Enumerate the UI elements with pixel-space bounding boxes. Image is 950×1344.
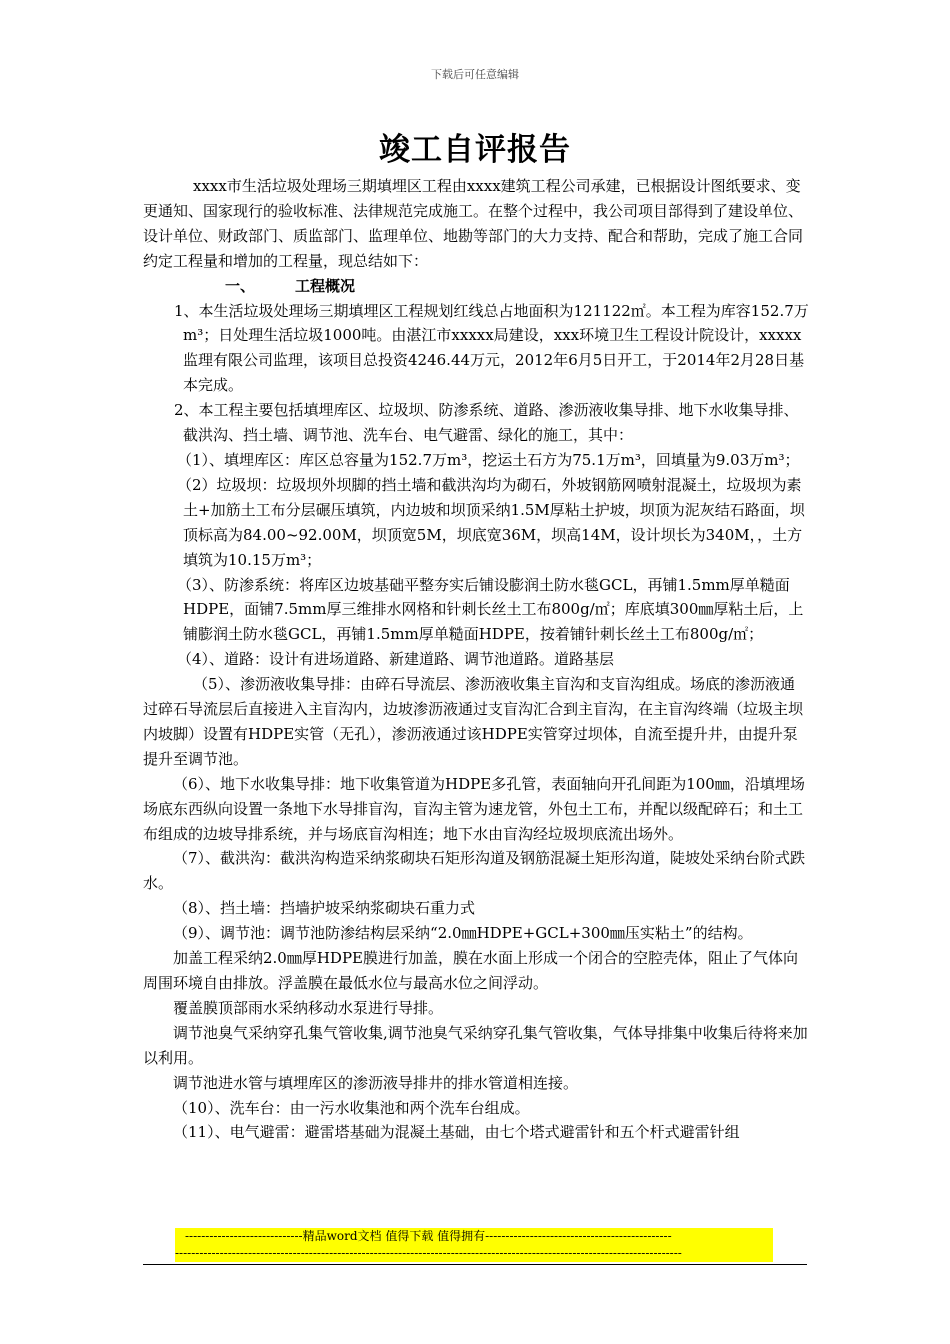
footer-line-1: -----------------------------精品word文档 值得下载 值得拥有---------------------------------------------- — [185, 1229, 672, 1243]
document-body — [143, 174, 810, 1145]
item-1: （1）、填埋库区：库区总容量为152.7万m³，挖运土石方为75.1万m³，回填量为9.03万m³； — [177, 450, 800, 469]
item-10: （10）、洗车台：由一污水收集池和两个洗车台组成。 — [173, 1098, 530, 1117]
paragraph-1: 1、本生活垃圾处理场三期填埋区工程规划红线总占地面积为121122㎡。本工程为库容152.7万m³；日处理生活垃圾1000吨。由湛江市xxxxx局建设，xxx环境卫生工程设计院设计，xxxxx监理有限公司监理，该项目总投资4246.44万元，2012年6月5日开工，于2014年2月28日基本完成。 — [174, 301, 809, 395]
item-9-gas: 调节池臭气采纳穿孔集气管收集,调节池臭气采纳穿孔集气管收集，气体导排集中收集后待将来加以利用。 — [143, 1023, 808, 1067]
item-3: （3）、防渗系统：将库区边坡基础平整夯实后铺设膨润土防水毯GCL，再铺1.5mm厚单糙面HDPE，面铺7.5mm厚三维排水网格和针刺长丝土工布800g/㎡；库底填300㎜厚粘土后，上铺膨润土防水毯GCL，再铺1.5mm厚单糙面HDPE，按着铺针刺长丝土工布800g/㎡； — [177, 575, 804, 644]
footer-line-2: ----------------------------------------------------------------------------------------------------------------------------- — [175, 1246, 682, 1260]
item-9-inlet: 调节池进水管与填埋库区的渗沥液导排井的排水管道相连接。 — [173, 1073, 579, 1092]
section-title: 工程概况 — [295, 276, 356, 295]
item-6: （6）、地下水收集导排：地下收集管道为HDPE多孔管，表面轴向开孔间距为100㎜，沿填埋场场底东西纵向设置一条地下水导排盲沟，盲沟主管为速龙管，外包土工布，并配以级配碎石；和土工布组成的边坡导排系统，并与场底盲沟相连；地下水由盲沟经垃圾坝底流出场外。 — [143, 774, 805, 843]
item-8: （8）、挡土墙：挡墙护坡采纳浆砌块石重力式 — [173, 899, 476, 918]
item-9-rain: 覆盖膜顶部雨水采纳移动水泵进行导排。 — [173, 998, 444, 1017]
intro-paragraph: xxxx市生活垃圾处理场三期填埋区工程由xxxx建筑工程公司承建，已根据设计图纸要求、变更通知、国家现行的验收标准、法律规范完成施工。在整个过程中，我公司项目部得到了建设单位、设计单位、财政部门、质监部门、监理单位、地勘等部门的大力支持、配合和帮助，完成了施工合同约定工程量和增加的工程量，现总结如下： — [143, 177, 804, 270]
item-9-cover: 加盖工程采纳2.0㎜厚HDPE膜进行加盖，膜在水面上形成一个闭合的空腔壳体，阻止了气体向周围环境自由排放。浮盖膜在最低水位与最高水位之间浮动。 — [143, 949, 799, 992]
document-title: 竣工自评报告 — [379, 132, 571, 168]
section-heading — [143, 274, 810, 299]
footer-banner — [175, 1228, 773, 1262]
item-2: （2）垃圾坝：垃圾坝外坝脚的挡土墙和截洪沟均为砌石，外坡钢筋网喷射混凝土，垃圾坝为素土+加筋土工布分层碾压填筑，内边坡和坝顶采纳1.5M厚粘土护坡，坝顶为泥灰结石路面，坝顶标高为84.00~92.00M，坝顶宽5M，坝底宽36M，坝高14M，设计坝长为340M，，土方填筑为10.15万m³； — [177, 475, 805, 569]
item-7: （7）、截洪沟：截洪沟构造采纳浆砌块石矩形沟道及钢筋混凝土矩形沟道，陡坡处采纳台阶式跌水。 — [143, 849, 806, 893]
paragraph-2: 2、本工程主要包括填埋库区、垃圾坝、防渗系统、道路、渗沥液收集导排、地下水收集导排、截洪沟、挡土墙、调节池、洗车台、电气避雷、绿化的施工，其中： — [174, 401, 799, 445]
item-4: （4）、道路：设计有进场道路、新建道路、调节池道路。道路基层 — [177, 650, 615, 669]
section-number: 一、 — [225, 276, 256, 295]
footer-rule — [143, 1264, 807, 1265]
item-5: （5）、渗沥液收集导排：由碎石导流层、渗沥液收集主盲沟和支盲沟组成。场底的渗沥液通过碎石导流层后直接进入主盲沟内，边坡渗沥液通过支盲沟汇合到主盲沟，在主盲沟终端（垃圾主坝内坡脚）设置有HDPE实管（无孔），渗沥液通过该HDPE实管穿过坝体，自流至提升井，由提升泵提升至调节池。 — [143, 675, 804, 768]
item-11: （11）、电气避雷：避雷塔基础为混凝土基础，由七个塔式避雷针和五个杆式避雷针组 — [173, 1123, 740, 1142]
header-note: 下载后可任意编辑 — [431, 68, 519, 81]
item-9: （9）、调节池：调节池防渗结构层采纳“2.0㎜HDPE+GCL+300㎜压实粘土”的结构。 — [173, 924, 753, 943]
